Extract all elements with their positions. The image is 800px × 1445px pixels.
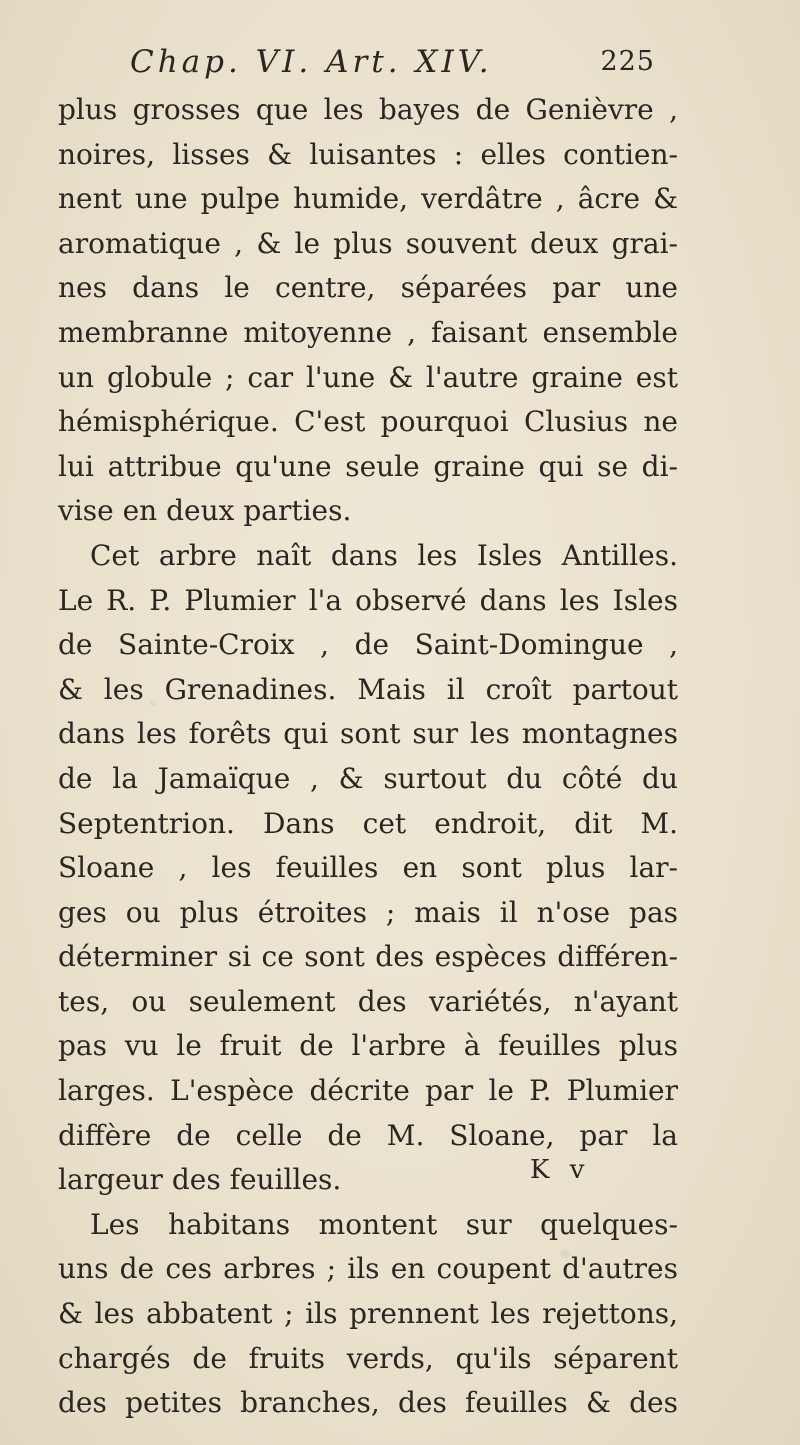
page-number: 225 <box>600 46 655 77</box>
text-line: vise en deux parties. <box>58 494 352 528</box>
text-line: nent une pulpe humide, verdâtre , âcre & <box>58 182 678 216</box>
text-line: membranne mitoyenne , faisant ensemble <box>58 315 678 349</box>
text-line: Les habitans montent sur quelques- <box>90 1207 678 1241</box>
text-line: nes dans le centre, séparées par une <box>58 271 678 305</box>
text-line: & les Grenadines. Mais il croît partout <box>58 672 678 706</box>
text-line: chargés de fruits verds, qu'ils séparent <box>58 1341 678 1375</box>
text-line: uns de ces arbres ; ils en coupent d'autres <box>58 1252 678 1286</box>
text-line: hémisphérique. C'est pourquoi Clusius ne <box>58 405 678 439</box>
text-line: Le R. P. Plumier l'a observé dans les Isles <box>58 583 678 617</box>
body-text <box>58 88 678 1426</box>
text-line: pas vu le fruit de l'arbre à feuilles plus <box>58 1029 678 1063</box>
text-line: de Sainte-Croix , de Saint-Domingue , <box>58 628 678 662</box>
text-line: des petites branches, des feuilles & des <box>58 1386 678 1420</box>
text-line: dans les forêts qui sont sur les montagnes <box>58 717 678 751</box>
text-line: noires, lisses & luisantes : elles contien- <box>58 137 678 171</box>
signature-mark: K v <box>530 1155 591 1185</box>
text-line: & les abbatent ; ils prennent les rejettons, <box>58 1297 678 1331</box>
text-line: déterminer si ce sont des espèces différen- <box>58 940 678 974</box>
text-line: Sloane , les feuilles en sont plus lar- <box>58 851 678 885</box>
text-line: diffère de celle de M. Sloane, par la <box>58 1118 678 1152</box>
text-line: tes, ou seulement des variétés, n'ayant <box>58 984 678 1018</box>
text-line: larges. L'espèce décrite par le P. Plumier <box>58 1074 678 1108</box>
text-line: Septentrion. Dans cet endroit, dit M. <box>58 806 678 840</box>
running-head: Chap. VI. Art. XIV. <box>130 44 493 80</box>
text-line: lui attribue qu'une seule graine qui se di- <box>58 449 678 483</box>
text-line: largeur des feuilles. <box>58 1163 342 1197</box>
text-line: plus grosses que les bayes de Genièvre , <box>58 93 678 126</box>
text-line: ges ou plus étroites ; mais il n'ose pas <box>58 895 678 929</box>
text-line: de la Jamaïque , & surtout du côté du <box>58 761 678 795</box>
text-line: aromatique , & le plus souvent deux grai- <box>58 226 678 260</box>
text-line: un globule ; car l'une & l'autre graine est <box>58 360 678 394</box>
page-header <box>130 44 655 94</box>
text-line: Cet arbre naît dans les Isles Antilles. <box>90 538 678 572</box>
